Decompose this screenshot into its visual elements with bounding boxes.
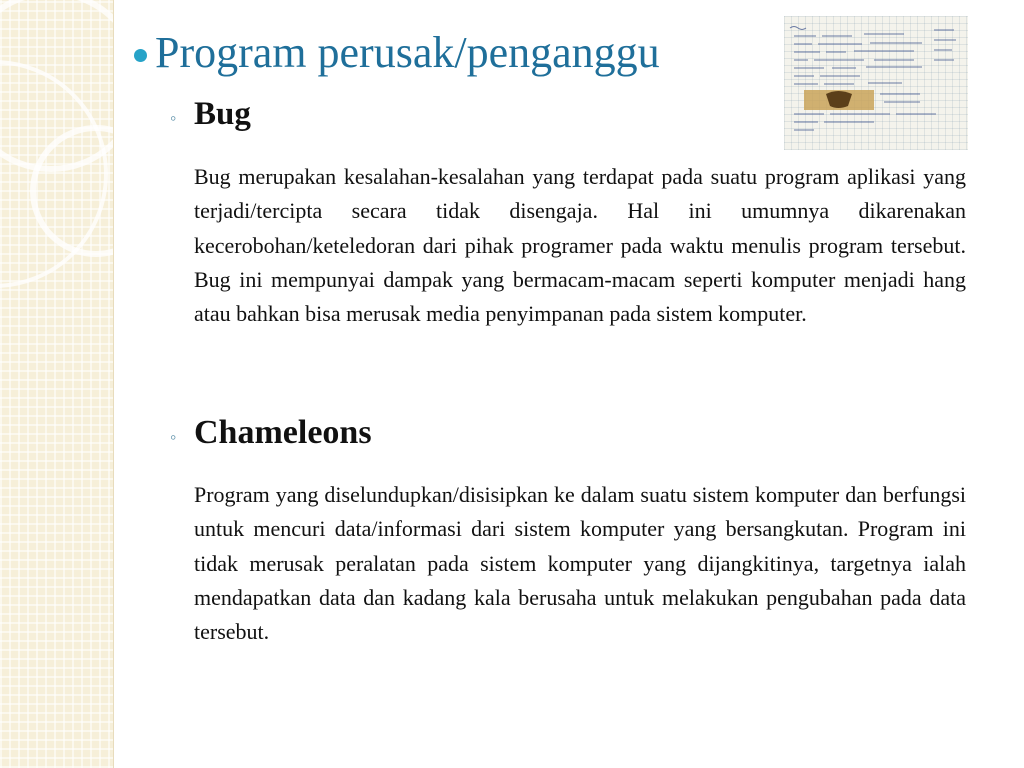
decorative-sidebar — [0, 0, 114, 768]
section-heading-chameleons: ◦ Chameleons — [170, 414, 372, 451]
title-bullet-icon — [134, 49, 147, 62]
circle-bullet-icon: ◦ — [170, 108, 177, 128]
handwriting-sketch — [784, 16, 968, 150]
section-heading-bug: ◦ Bug — [170, 96, 251, 132]
section-body-bug: Bug merupakan kesalahan-kesalahan yang terdapat pada suatu program aplikasi yang terjadi/tercipta secara tidak disengaja. Hal ini umumnya dikarenakan kecerobohan/keteledoran dari pihak programer pada waktu menulis program tersebut. Bug ini mempunyai dampak yang bermacam-macam seperti komputer menjadi hang atau bahkan bisa merusak media penyimpanan pada sistem komputer. — [194, 164, 966, 327]
notebook-image — [784, 16, 968, 150]
slide-title: Program perusak/penganggu — [155, 28, 660, 77]
slide-title-row — [134, 28, 660, 78]
circle-bullet-icon: ◦ — [170, 427, 177, 447]
section-body-chameleons: Program yang diselundupkan/disisipkan ke dalam suatu sistem komputer dan berfungsi untuk mencuri data/informasi dari sistem komputer yang bersangkutan. Program ini tidak merusak peralatan pada sistem komputer yang dijangkitinya, targetnya ialah mendapatkan data dan kadang kala berusaha untuk melakukan pengubahan pada data tersebut. — [194, 482, 966, 645]
